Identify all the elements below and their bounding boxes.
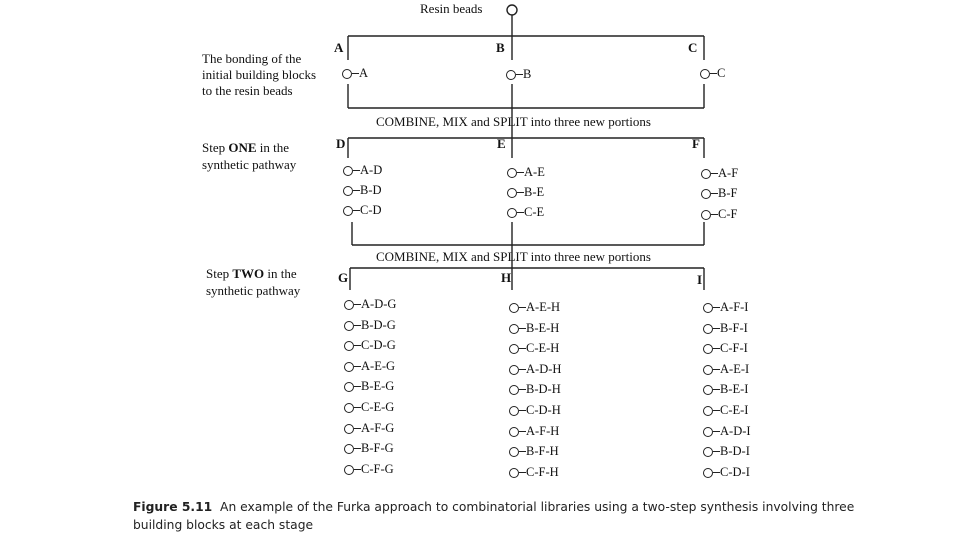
figure-caption-text: An example of the Furka approach to combinatorial libraries using a two-step synthesis involving three building blocks at each stage (133, 500, 855, 532)
column-label-a: A (334, 40, 344, 55)
list-item-bead: B-F-I (703, 321, 748, 335)
list-item-bead: C-D-H (509, 403, 561, 417)
list-item-bead: B-E (507, 185, 544, 199)
bead-icon (509, 303, 519, 313)
list-item-bead: B-D (343, 183, 382, 197)
bead-icon (342, 69, 352, 79)
bead-icon (344, 444, 354, 454)
column-label-c: C (688, 40, 698, 55)
bead-icon (343, 186, 353, 196)
list-item-bead: A-F-I (703, 300, 748, 314)
stage0-description-line: to the resin beads (202, 83, 293, 98)
resin-beads-label: Resin beads (420, 1, 483, 16)
list-item-bead: B-D-G (344, 318, 396, 332)
bead-icon (703, 447, 713, 457)
list-item-bead: B-E-I (703, 382, 748, 396)
column-label-f: F (692, 136, 700, 151)
list-item-bead: A-D-G (344, 297, 396, 311)
list-item-bead: B-D-I (703, 444, 750, 458)
list-item-bead: C-E-H (509, 341, 559, 355)
connector-lines (348, 5, 704, 290)
column-label-h: H (501, 270, 512, 285)
bead-icon (344, 300, 354, 310)
bead-icon (509, 427, 519, 437)
column-label-g: G (338, 270, 349, 285)
bead-icon (344, 382, 354, 392)
list-item-bead: A-F-G (344, 421, 394, 435)
list-item-bead: B-F (701, 186, 737, 200)
list-item-bead: B-E-H (509, 321, 559, 335)
bead-icon (701, 210, 711, 220)
bead-icon (343, 166, 353, 176)
column-label-d: D (336, 136, 346, 151)
bead-icon (344, 424, 354, 434)
stage0-description (202, 51, 316, 99)
list-item-bead: A-F (701, 166, 738, 180)
bead-icon (703, 406, 713, 416)
bead-icon (700, 69, 710, 79)
bead-icon (509, 344, 519, 354)
bead-icon (509, 447, 519, 457)
list-item-bead: C-D (343, 203, 382, 217)
list-item-bead: A-E-G (344, 359, 395, 373)
column-label-i: I (697, 272, 703, 287)
list-item-bead: A-D (343, 163, 382, 177)
list-item-bead: C-E (507, 205, 544, 219)
list-item-bead: A-F-H (509, 424, 559, 438)
column-label-e: E (497, 136, 506, 151)
resin-bead-icon (507, 5, 517, 15)
stage0-description-line: The bonding of the (202, 51, 302, 66)
combine-mix-split-label: COMBINE, MIX and SPLIT into three new portions (376, 249, 651, 264)
bead-icon (701, 169, 711, 179)
list-item-bead: C-F (701, 207, 737, 221)
column-label-b: B (496, 40, 505, 55)
list-item-bead: C-F-I (703, 341, 748, 355)
list-item-bead: C-F-G (344, 462, 394, 476)
bead-icon (703, 427, 713, 437)
list-item-bead: B-F-H (509, 444, 559, 458)
list-item-bead: C-D-G (344, 338, 396, 352)
bead-icon (509, 324, 519, 334)
figure-caption (133, 498, 873, 534)
bead-icon (344, 465, 354, 475)
list-item-bead: A-D-H (509, 362, 561, 376)
bead-icon (344, 403, 354, 413)
list-item-bead: C-F-H (509, 465, 559, 479)
list-item-bead: B-D-H (509, 382, 561, 396)
list-item-bead: A-E (507, 165, 545, 179)
bead-icon (703, 324, 713, 334)
list-item-bead: A-E-H (509, 300, 560, 314)
list-item-bead: C (700, 66, 725, 80)
bead-icon (506, 70, 516, 80)
list-item-bead: A (342, 66, 368, 80)
bead-icon (509, 406, 519, 416)
bead-icon (343, 206, 353, 216)
bead-icon (344, 321, 354, 331)
bead-icon (701, 189, 711, 199)
bead-icon (703, 468, 713, 478)
bead-icon (509, 468, 519, 478)
list-item-bead: B-F-G (344, 441, 394, 455)
list-item-bead: B-E-G (344, 379, 394, 393)
stage2-description: Step TWO in the synthetic pathway (206, 266, 301, 298)
bead-icon (703, 344, 713, 354)
bead-icon (703, 365, 713, 375)
bead-icon (509, 365, 519, 375)
bead-icon (507, 208, 517, 218)
list-item-bead: C-E-I (703, 403, 748, 417)
list-item-bead: C-E-G (344, 400, 394, 414)
list-item-bead: C-D-I (703, 465, 750, 479)
combine-mix-split-label: COMBINE, MIX and SPLIT into three new portions (376, 114, 651, 129)
list-item-bead: A-E-I (703, 362, 749, 376)
bead-icon (703, 303, 713, 313)
bead-icon (344, 341, 354, 351)
stage0-description-line: initial building blocks (202, 67, 317, 82)
bead-icon (344, 362, 354, 372)
bead-icon (703, 385, 713, 395)
stage1-description: Step ONE in the synthetic pathway (202, 140, 297, 172)
bead-icon (509, 385, 519, 395)
list-item-bead: B (506, 67, 531, 81)
figure-label: Figure 5.11 (133, 500, 213, 514)
list-item-bead: A-D-I (703, 424, 751, 438)
bead-icon (507, 188, 517, 198)
bead-icon (507, 168, 517, 178)
